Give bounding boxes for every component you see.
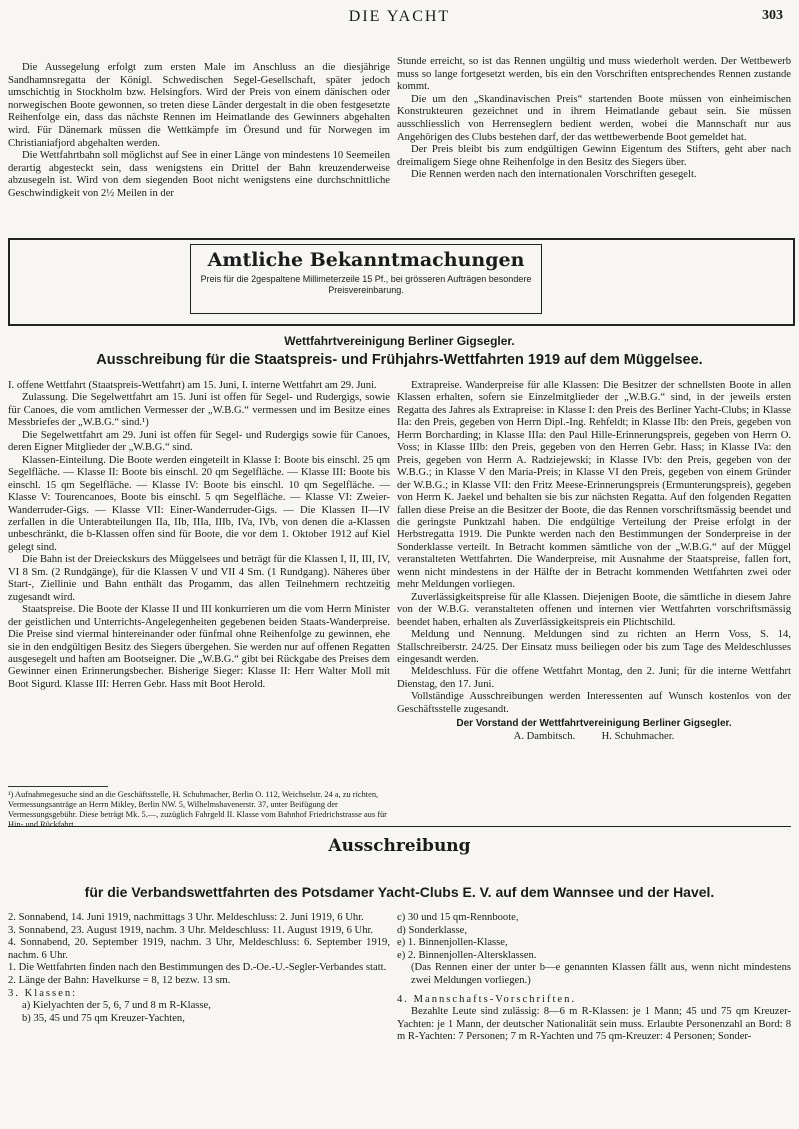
- top-right-column: [397, 56, 791, 182]
- paragraph: Die Rennen werden nach den internationalen Vorschriften gesegelt.: [411, 169, 697, 181]
- paragraph: I. offene Wettfahrt (Staatspreis-Wettfahrt) am 15. Juni, I. interne Wettfahrt am 29. Juni.: [8, 380, 377, 391]
- paragraph: Der Preis bleibt bis zum endgültigen Gewinn Eigentum des Stifters, geht aber nach dreimaligem Siege ohne Reihenfolge in den Besitz des Siegers über.: [397, 144, 791, 168]
- list-item: e) 2. Binnenjollen-Altersklassen.: [397, 949, 537, 961]
- paragraph: Die Bahn ist der Dreieckskurs des Müggelsees und beträgt für die Klassen I, II, III, IV, VI 8 Sm. (2 Rundgänge), für die Klassen V und VII 4 Sm. (1 Rundgang). Näheres über Start-, Ziellinie und Bahn enthält das Progamm, das allen Teilnehmern rechtzeitig zugesandt wird.: [8, 554, 390, 603]
- list-item: a) Kielyachten der 5, 6, 7 und 8 m R-Klasse,: [22, 1000, 211, 1012]
- signature-names: A. Dambitsch. H. Schuhmacher.: [513, 730, 675, 742]
- paragraph: Die Wettfahrtbahn soll möglichst auf See in einer Länge von mindestens 10 Seemeilen derartig abgesteckt sein, dass wenigstens ein Drittel der Bahn kreuzenderweise abzusegeln ist. Wird von dem siegenden Boot nicht wenigstens eine durchschnittliche Geschwindigkeit von 2½ Meilen in der: [8, 150, 390, 199]
- paragraph: Staatspreise. Die Boote der Klasse II und III konkurrieren um die vom Herrn Minister der geistlichen und Unterrichts-Angelegenheiten gegebenen beiden Staats-Wanderpreise. Die Preise sind viermal hintereinander oder fünfmal ohne Reihenfolge zu gewinnen, ehe sie in den endgültigen Besitz des Siegers übergehen. Sie werden nur auf offenen Regatten ausgesegelt und haften am Bootseigner. Die „W.B.G.“ gibt bei Rückgabe des Preises dem Gewinner einen Erinnerungsbecher. Bisherige Sieger: Klasse II: Herr Walter Moll mit Boot Sigurd. Klasse III: Herren Gebr. Hass mit Boot Herold.: [8, 604, 390, 690]
- paragraph: Extrapreise. Wanderpreise für alle Klassen: Die Besitzer der schnellsten Boote in allen Klassen erhalten, sofern sie Einzelmitglieder der „W.B.G.“ sind, in der jeweils ersten Regatta des Jahres als Extrapreise: in Klasse I: den Preis des Berliner Yacht-Clubs; in Klasse IIa: den Preis, gegeben von Herrn Dipl.-Ing. Rehfeldt; in Klasse IIb: den Preis, gegeben von Herrn Borcharding; in Klasse IIIa: den Paul Hille-Erinnerungspreis, gegeben von Herrn O. Voss; in Klasse IIIb: den Preis, gegeben von den Herren Gebr. Hass; in Klasse IVa: den Preis, gegeben von Herrn A. Radziejewski; in Klasse IVb: den Preis, gegeben von der W.B.G.; in Klasse V den Maria-Preis; in Klasse VI den Preis, gegeben von einem Gründer der W.B.G.; in Klasse VII: den Fritz Meese-Erinnerungspreis (Ermunterungspreis), gegeben von Herrn K. Jaekel und behalten sie bis zur nächsten Regatta. Auf den folgenden Regatten fallen diese Preise an die Besitzer der Boote, die das Rennen vorschriftsmässig beendet und die geringste Punktzahl haben. Die endgültige Verteilung der Preise erfolgt in der Herbstregatta 1919. Die Punkte werden nach den Bestimmungen der Sonderpreise in der Sonderklasse verteilt. In Betracht kommen sämtliche von der „W.B.G.“ auf der Müggel veranstalteten Wettfahrten. Die Wanderpreise, mit Ausnahme der Staatspreise, fallen fort, wenn nicht mindestens in der Hälfte der in Betracht kommenden Wettfahrten zwei oder mehr Meldungen vorliegen.: [397, 380, 791, 591]
- journal-title: DIE YACHT: [348, 8, 451, 25]
- list-item: b) 35, 45 und 75 qm Kreuzer-Yachten,: [22, 1012, 185, 1024]
- announcement-box: [8, 238, 795, 326]
- announcement-title: Amtliche Bekanntmachungen: [207, 249, 525, 271]
- paragraph: Die Aussegelung erfolgt zum ersten Male im Anschluss an die diesjährige Sandhamnsregatta der Königl. Schwedischen Segel-Gesellschaft, später jedoch umschichtig in Stockholm bzw. Helsingfors. Wird der Preis von einem dänischen oder norwegischen Boote gewonnen, so treten diese Länder dergestalt in die oben festgesetzte Reihenfolge ein, dass das nächste Rennen im Heimatlande des Gewinners abgehalten wird. Für Dänemark müssen die Wettkämpfe im Öresund und für Norwegen im Christianiafjord abgehalten werden.: [8, 62, 390, 149]
- footnote-rule: [8, 786, 108, 787]
- list-item: c) 30 und 15 qm-Rennboote,: [397, 912, 519, 923]
- list-item: 3. Sonnabend, 23. August 1919, nachm. 3 Uhr. Meldeschluss: 11. August 1919, 6 Uhr.: [8, 924, 374, 936]
- section1-left-column: [8, 380, 390, 691]
- list-item: 2. Sonnabend, 14. Juni 1919, nachmittags 3 Uhr. Meldeschluss: 2. Juni 1919, 6 Uhr.: [8, 912, 364, 923]
- announcement-subtitle: Preis für die 2gespaltene Millimeterzeile 15 Pf., bei grösseren Aufträgen besondere Preisvereinbarung.: [200, 274, 532, 295]
- paragraph: Zulassung. Die Segelwettfahrt am 15. Juni ist offen für Segel- und Rudergigs, sowie für Canoes, die vom amtlichen Vermesser der „W.B.G.“ vermessen und im Besitze eines Messbriefes der „W.B.G.“ sind.¹): [8, 392, 390, 429]
- list-item: d) Sonderklasse,: [397, 924, 468, 936]
- paragraph: Meldung und Nennung. Meldungen sind zu richten an Herrn Voss, S. 14, Stallschreiberstr. 24/25. Der Einsatz muss beiliegen oder bis zum Tage des Meldeschlusses eingesandt werden.: [397, 629, 791, 665]
- section2-heading: Ausschreibung: [328, 836, 471, 856]
- section1-heading: Ausschreibung für die Staatspreis- und Frühjahrs-Wettfahrten 1919 auf dem Müggelsee.: [96, 352, 703, 368]
- list-item: 4. Sonnabend, 20. September 1919, nachm. 3 Uhr, Meldeschluss: 6. September 1919, nachm. 6 Uhr.: [8, 937, 390, 961]
- paragraph: Die um den „Skandinavischen Preis“ startenden Boote müssen von einheimischen Konstrukteuren gezeichnet und in ihrem Heimatlande gebaut sein. Sie müssen ausschliesslich von Herrenseglern bedient werden, wobei die Mannschaft nur aus Angehörigen des Clubs bestehen darf, der das wettbewerbende Boot gemeldet hat.: [397, 93, 791, 143]
- top-left-column: [8, 62, 390, 201]
- list-item: 3. Klassen:: [8, 987, 78, 999]
- section1-right-column: [397, 380, 791, 743]
- signature-title: Der Vorstand der Wettfahrtvereinigung Berliner Gigsegler.: [456, 718, 732, 730]
- announcement-inner-box: [190, 244, 542, 314]
- paragraph: Bezahlte Leute sind zulässig: 8—6 m R-Klassen: je 1 Mann; 45 und 75 qm Kreuzer-Yachten: je 1 Mann, der deutscher Nationalität sein muss. Erlaubte Personenzahl an Bord: 8 m R-Yachten: 7 Personen; 7 m R-Yachten und 75 qm-Kreuzer: 4 Personen; Sonder-: [397, 1006, 791, 1043]
- club-name: Wettfahrtvereinigung Berliner Gigsegler.: [284, 334, 515, 348]
- paragraph: Die Segelwettfahrt am 29. Juni ist offen für Segel- und Rudergigs sowie für Canoes, deren Eigner Mitglieder der „W.B.G.“ sind.: [8, 429, 390, 454]
- section2-left-column: [8, 912, 390, 1025]
- paragraph: Meldeschluss. Für die offene Wettfahrt Montag, den 2. Juni; für die interne Wettfahrt Dienstag, den 17. Juni.: [397, 666, 791, 690]
- list-item: 2. Länge der Bahn: Havelkurse = 8, 12 bezw. 13 sm.: [8, 974, 231, 986]
- section-divider: [8, 826, 791, 827]
- footnote: ¹) Aufnahmegesuche sind an die Geschäftsstelle, H. Schuhmacher, Berlin O. 112, Weichselstr. 24 a, zu richten, Vermessungsanträge an Herrn Mikley, Berlin NW. 5, Wilhelmshavenerstr. 37, unter Beifügung der Vermessungsgebühr. Diese beträgt Mk. 5.—, zuzüglich Fahrgeld II. Klasse vom Bahnhof Friedrichstrasse aus für Hin- und Rückfahrt.: [8, 790, 387, 829]
- page-header: [0, 8, 799, 30]
- list-item: e) 1. Binnenjollen-Klasse,: [397, 937, 508, 949]
- list-item: 1. Die Wettfahrten finden nach den Bestimmungen des D.-Oe.-U.-Segler-Verbandes statt.: [8, 962, 387, 974]
- list-item: (Das Rennen einer der unter b—e genannten Klassen fällt aus, wenn nicht mindestens zwei Meldungen vorliegen.): [411, 962, 791, 986]
- paragraph: Stunde erreicht, so ist das Rennen ungültig und muss wiederholt werden. Der Wettbewerb muss so lange fortgesetzt werden, bis ein den Vorschriften entsprechendes Rennen zustande kommt.: [397, 56, 791, 93]
- paragraph: Vollständige Ausschreibungen werden Interessenten auf Wunsch kostenlos von der Geschäftsstelle zugesandt.: [397, 691, 791, 715]
- page-number: 303: [762, 8, 783, 23]
- paragraph: Zuverlässigkeitspreise für alle Klassen. Diejenigen Boote, die sämtliche in diesem Jahre von der W.B.G. veranstalteten offenen und internen vier Wettfahrten vorschriftsmässig beendet haben, erhalten als Zuverlässigkeitspreis ein Plichtschild.: [397, 591, 791, 628]
- section2-subheading: für die Verbandswettfahrten des Potsdamer Yacht-Clubs E. V. auf dem Wannsee und der Havel.: [84, 884, 715, 900]
- paragraph: Klassen-Einteilung. Die Boote werden eingeteilt in Klasse I: Boote bis einschl. 25 qm Segelfläche. — Klasse II: Boote bis einschl. 20 qm Segelfläche. — Klasse III: Boote bis einschl. 15 qm Segelfläche. — Klasse IV: Boote bis einschl. 10 qm Segelfläche. — Klasse V: Tourencanoes, Boote bis einschl. 5 qm Segelfläche. — Klasse VI: Zweier-Wanderruder-Gigs. — Klasse VII: Einer-Wanderruder-Gigs. — Die Klassen II—IV zerfallen in die Unterabteilungen IIa, IIb, IIIa, IIIb, IVa, IVb, von denen die a-Klassen unbeschränkt, die b-Klassen offen sind für Boote, die vor dem 1. Oktober 1912 auf Kiel gelegt sind.: [8, 454, 390, 553]
- list-item: 4. Mannschafts-Vorschriften.: [397, 993, 577, 1005]
- section2-right-column: [397, 912, 791, 1044]
